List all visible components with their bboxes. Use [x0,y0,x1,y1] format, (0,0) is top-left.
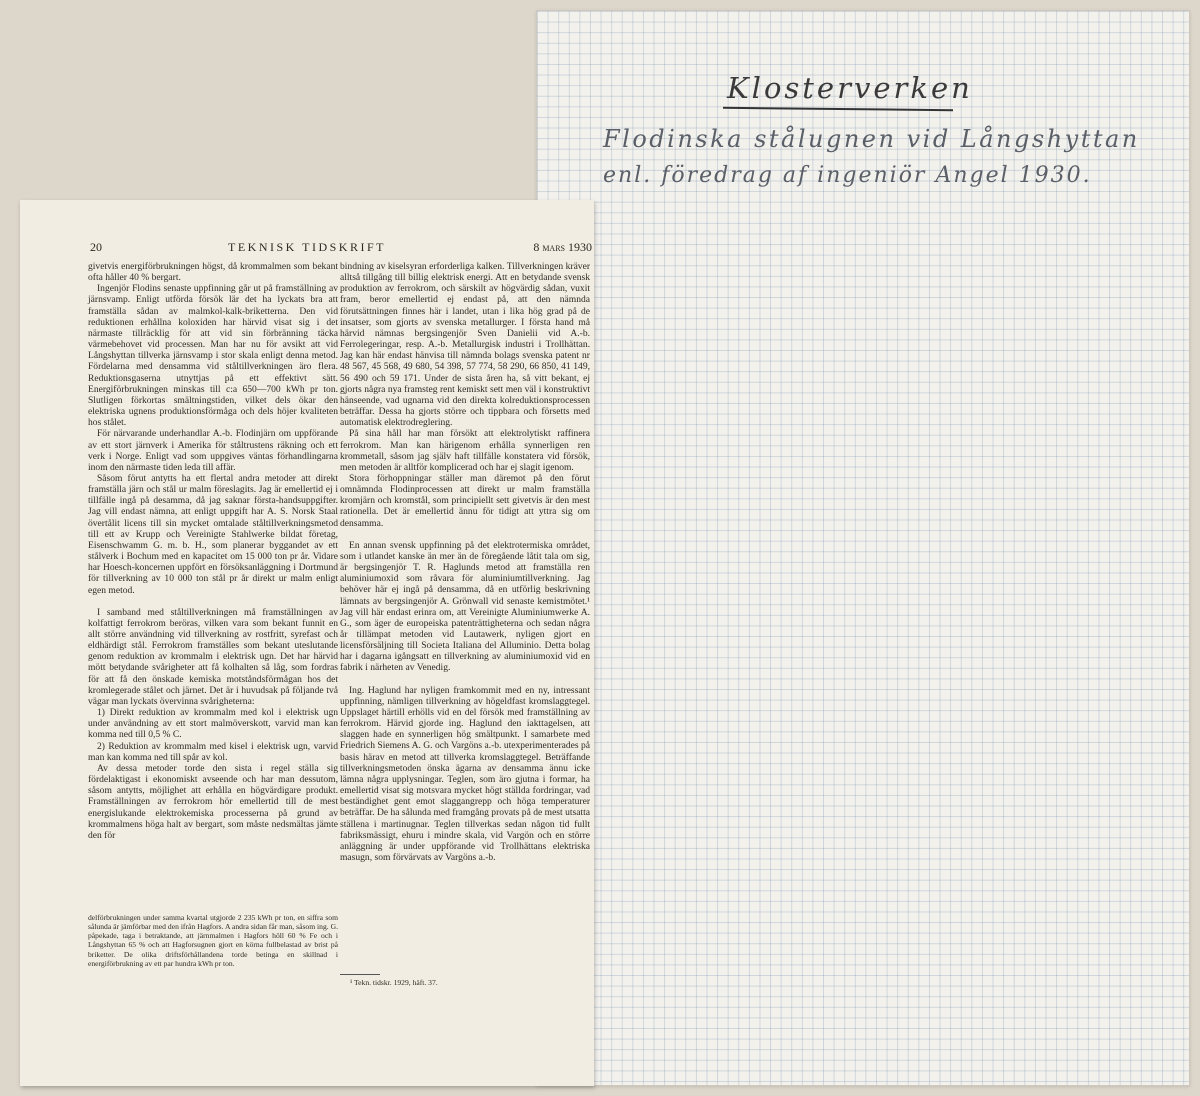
list-item: 1) Direkt reduktion av krommalm med kol i elektrisk ugn under användning av ett stort malmöverskott, varvid man kan komma ned till 0,5 % C. [88,707,338,741]
left-column [88,261,338,841]
paragraph: En annan svensk uppfinning på det elektrotermiska området, som i utlandet kanske än mer än de föregående låtit tala om sig, är bergsingenjör T. R. Haglunds metod att framställa ren aluminiumoxid som råvara för aluminiumtillverkning. Jag behöver här ej ingå på densamma, då en utförlig beskrivning lämnats av bergsingenjör A. Grönwall vid senaste kemistmötet.¹ Jag vill här endast erinra om, att Vereinigte Aluminiumwerke A. G., som äger de europeiska patenträttigheterna och sedan några år tillämpat metoden vid Lautawerk, nyligen gjort en licensförsäljning till Societa Italiana del Alluminio. Detta bolag har i dagarna igångsatt en tillverkning av aluminiumoxid vid en fabrik i närheten av Venedig. [340,539,590,674]
paragraph: Stora förhoppningar ställer man däremot på den förut omnämnda Flodinprocessen att direkt ur malm framställa kromjärn och kromstål, som principiellt sett givetvis är den mest rationella. Det är emellertid ännu för tidigt att yttra sig om densamma. [340,472,590,529]
issue-date: 8 mars 1930 [533,240,592,254]
paragraph: givetvis energiförbrukningen högst, då krommalmen som bekant ofta håller 40 % bergart. [88,261,338,284]
right-column [340,261,590,863]
paragraph: bindning av kiselsyran erforderliga kalken. Tillverkningen kräver alltså tillgång till billig elektrisk energi. Att en betydande svensk produktion av ferrokrom, och särskilt av högvärdig sådan, vuxit fram, beror emellertid ej endast på, att den nämnda förutsättningen finnes här i landet, utan i lika hög grad på de insatser, som gjorts av svenska metallurger. I första hand må härvid nämnas bergsingenjör Sven Danielii vid A.-b. Ferrolegeringar, resp. A.-b. Metallurgisk industri i Trollhättan. Jag kan här endast hänvisa till nämnda bolags svenska patent nr 48 567, 45 568, 49 680, 54 398, 57 774, 58 290, 66 850, 41 149, 56 490 och 59 171. Under de sista åren ha, så vitt bekant, ej gjorts några nya framsteg rent kemiskt sett men väl i konstruktivt hänseende, vad ugnarna vid den direkta kolreduktionsprocessen beträffar. Dessa ha gjorts större och tippbara och försetts med automatisk elektrodreglering. [340,261,590,429]
journal-clipping [20,200,594,1086]
footnote-rule [340,974,380,975]
note-line-1: Flodinska stålugnen vid Långshyttan [603,125,1140,153]
page-number: 20 [90,240,102,254]
paragraph: Såsom förut antytts ha ett flertal andra metoder att direkt framställa järn och stål ur malm föreslagits. Jag är emellertid ej i tillfälle ingå på desamma, då jag saknar första-handsuppgifter. Jag vill endast nämna, att enligt uppgift har A. S. Norsk Staal övertålit licens till sin mycket omtalade ståltillverkningsmetod till ett av Krupp och Vereinigte Stahlwerke bildat företag, Eisenschwamm G. m. b. H., som planerar byggandet av ett stålverk i Bochum med en kapacitet om 15 000 ton pr år. Vidare har Hoesch-koncernen uppfört en försöksanläggning i Dortmund för tillverkning av 10 000 ton stål pr år direkt ur malm enligt egen metod. [88,472,338,596]
list-item: 2) Reduktion av krommalm med kisel i elektrisk ugn, varvid man kan komma ned till spår av kol. [88,740,338,763]
paragraph: Av dessa metoder torde den sista i regel ställa sig fördelaktigast i ekonomiskt avseende och har man dessutom, såsom antytts, möjlighet att erhålla en högvärdigare produkt. Framställningen av ferrokrom hör emellertid till de mest energislukande elektrokemiska processerna på grund av krommalmens höga halt av bergart, som måste nedsmältas jämte den för [88,762,338,841]
handwritten-note-sheet [536,10,1190,1086]
paragraph: I samband med ståltillverkningen må framställningen av kolfattigt ferrokrom beröras, vilken vara som bekant funnit en allt större användning vid tillverkning av rostfritt, syrefast och eldhärdigt stål. Ferrokrom framställes som bekant uteslutande genom reduktion av krommalm i elektrisk ugn. Det har härvid mött betydande svårigheter att få kolhalten så låg, som fordras för att få den önskade kemiska motståndsförmågan hos det kromlegerade stålet och järnet. Det är i huvudsak på följande två vägar man lyckats övervinna svårigheterna: [88,606,338,707]
left-footnote: delförbrukningen under samma kvartal utgjorde 2 235 kWh pr ton, en siffra som sålunda är jämförbar med den ifrån Hagfors. A andra sidan får man, såsom ing. G. påpekade, taga i betraktande, att järnmalmen i Hagfors höll 60 % Fe och i Långshyttan 65 % och att Hagforsugnen gjort en körna fullbelastad av brist på briketter. De olika driftsförhållandena torde betinga en skillnad i energiförbrukning av ett par hundra kWh pr ton. [88,913,338,968]
paragraph: Ingenjör Flodins senaste uppfinning går ut på framställning av järnsvamp. Enligt utförda försök lär det ha lyckats bra att framställa sådan av malmkol-kalk-briketterna. Den vid reduktionen erhållna koloxiden har härvid visat sig i det närmaste tillräcklig för att vid sin förbränning täcka värmebehovet vid processen. Man har nu för avsikt att vid Långshyttan tillverka järnsvamp i stor skala enligt denna metod. Fördelarna med densamma vid ståltillverkningen äro flera. Reduktionsgaserna utnyttjas på ett effektivt sätt. Energiförbrukningen minskas till c:a 650—700 kWh pr ton. Slutligen förkortas smältningstiden, vilket dels ökar den elektriska ugnens produktionsförmåga och dels höjer kvaliteten hos stålet. [88,283,338,429]
note-title-underline [723,107,953,111]
paragraph: För närvarande underhandlar A.-b. Flodinjärn om uppförande av ett stort järnverk i Amerika för ståltrustens räkning och ett verk i Norge. Enligt vad som uppgives väntas förhandlingarna inom den närmaste tiden leda till affär. [88,428,338,473]
right-footnote: ¹ Tekn. tidskr. 1929, häft. 37. [350,978,438,987]
paragraph: På sina håll har man försökt att elektrolytiskt raffinera ferrokrom. Man kan härigenom erhålla synnerligen ren krommetall, såsom jag själv haft tillfälle konstatera vid försök, men metoden är alltför komplicerad och har ej slagit igenom. [340,428,590,473]
note-line-2: enl. föredrag af ingeniör Angel 1930. [603,163,1092,188]
running-head [20,240,594,256]
note-title: Klosterverken [727,71,973,105]
paragraph: Ing. Haglund har nyligen framkommit med en ny, intressant uppfinning, nämligen tillverkning av högeldfast kromslaggtegel. Uppslaget härtill erhölls vid en del försök med framställning av ferrokrom. Härvid gjorde ing. Haglund den iakttagelsen, att slaggen hade en synnerligen hög smältpunkt. I samarbete med Friedrich Siemens A. G. och Vargöns a.-b. utexperimenterades på basis härav en metod att tillverka kromslaggtegel. Beträffande tillverkningsmetoden önska ägarna av densamma ännu icke lämna några upplysningar. Teglen, som äro gjutna i formar, ha emellertid visat sig motsvara mycket högt ställda fordringar, vad beständighet gent emot slaggangrepp och höga temperaturer beträffar. De ha sålunda med framgång provats på de mest utsatta ställena i martinugnar. Teglen tillverkas sedan någon tid fullt fabriksmässigt, ehuru i mindre skala, vid Vargön och en större anläggning är under uppförande vid Trollhättans elektriska masugn, som förvärvats av Vargöns a.-b. [340,684,590,863]
journal-title: TEKNISK TIDSKRIFT [228,240,386,254]
